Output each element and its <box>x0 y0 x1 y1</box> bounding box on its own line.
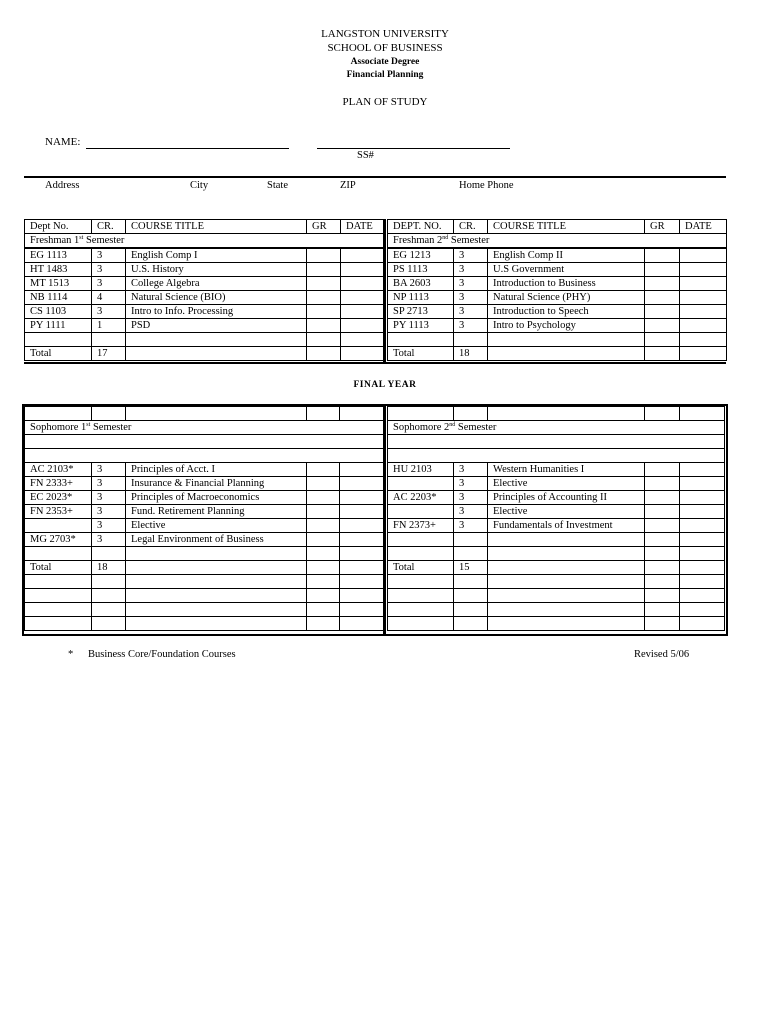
table-row <box>388 519 725 533</box>
grade-cell[interactable] <box>307 291 341 305</box>
table-row <box>388 263 727 277</box>
date-cell[interactable] <box>680 505 725 519</box>
dept-cell: HT 1483 <box>25 263 92 277</box>
table-row <box>25 491 384 505</box>
date-cell[interactable] <box>680 319 727 333</box>
credit-cell: 3 <box>92 533 126 547</box>
credit-cell: 3 <box>454 491 488 505</box>
grade-cell[interactable] <box>307 463 340 477</box>
grade-cell[interactable] <box>645 477 680 491</box>
course-title-cell: Fundamentals of Investment <box>488 519 645 533</box>
dept-header: DEPT. NO. <box>388 220 454 234</box>
credit-cell: 3 <box>92 277 126 291</box>
sophomore-first-semester-table <box>24 406 384 631</box>
semester-heading: Freshman 2nd Semester <box>388 234 727 249</box>
semester-heading: Sophomore 2nd Semester <box>388 421 725 435</box>
date-cell[interactable] <box>680 533 725 547</box>
date-cell[interactable] <box>680 491 725 505</box>
dept-cell <box>388 477 454 491</box>
course-title-cell: Introduction to Speech <box>488 305 645 319</box>
course-title-cell: Fund. Retirement Planning <box>126 505 307 519</box>
grade-cell[interactable] <box>645 491 680 505</box>
course-title-cell: Insurance & Financial Planning <box>126 477 307 491</box>
table-row <box>25 533 384 547</box>
dept-cell: HU 2103 <box>388 463 454 477</box>
final-year-divider <box>383 404 386 634</box>
credit-cell: 3 <box>454 248 488 263</box>
home-phone-label: Home Phone <box>459 180 514 191</box>
date-cell[interactable] <box>341 305 385 319</box>
dept-cell <box>388 505 454 519</box>
dept-cell: AC 2103* <box>25 463 92 477</box>
course-title-cell: U.S. History <box>126 263 307 277</box>
grade-cell[interactable] <box>307 263 341 277</box>
grade-cell[interactable] <box>645 505 680 519</box>
dept-cell: FN 2333+ <box>25 477 92 491</box>
freshman-first-semester-table <box>24 219 385 361</box>
course-title-header: COURSE TITLE <box>126 220 307 234</box>
dept-header: Dept No. <box>25 220 92 234</box>
program-name: Financial Planning <box>346 70 424 80</box>
cr-header: CR. <box>92 220 126 234</box>
date-cell[interactable] <box>680 463 725 477</box>
table-row <box>388 533 725 547</box>
grade-cell[interactable] <box>645 463 680 477</box>
revised-date: Revised 5/06 <box>634 649 690 660</box>
course-title-cell: Natural Science (PHY) <box>488 291 645 305</box>
total-credits: 18 <box>92 561 126 575</box>
table-row <box>25 319 385 333</box>
date-cell[interactable] <box>340 533 384 547</box>
course-title-cell: PSD <box>126 319 307 333</box>
date-cell[interactable] <box>341 277 385 291</box>
grade-cell[interactable] <box>307 505 340 519</box>
course-title-cell: Elective <box>126 519 307 533</box>
gr-header: GR <box>307 220 341 234</box>
date-header: DATE <box>341 220 385 234</box>
dept-cell: AC 2203* <box>388 491 454 505</box>
grade-cell[interactable] <box>645 533 680 547</box>
degree-type: Associate Degree <box>350 57 420 67</box>
table-row <box>25 263 385 277</box>
total-label: Total <box>388 347 454 361</box>
table-row <box>388 291 727 305</box>
date-cell[interactable] <box>341 291 385 305</box>
grade-cell[interactable] <box>307 319 341 333</box>
date-cell[interactable] <box>340 491 384 505</box>
credit-cell: 3 <box>92 519 126 533</box>
date-cell[interactable] <box>680 263 727 277</box>
table-row <box>25 463 384 477</box>
course-title-header: COURSE TITLE <box>488 220 645 234</box>
grade-cell[interactable] <box>645 277 680 291</box>
course-rows <box>388 248 727 361</box>
grade-cell[interactable] <box>645 519 680 533</box>
grade-cell[interactable] <box>307 477 340 491</box>
table-row <box>25 291 385 305</box>
address-label: Address <box>45 180 80 191</box>
credit-cell: 3 <box>454 277 488 291</box>
zip-label: ZIP <box>340 180 356 191</box>
course-rows <box>25 463 384 631</box>
date-cell[interactable] <box>340 477 384 491</box>
date-cell[interactable] <box>680 277 727 291</box>
course-title-cell: Elective <box>488 505 645 519</box>
course-title-cell <box>488 533 645 547</box>
table-row <box>25 305 385 319</box>
gr-header: GR <box>645 220 680 234</box>
course-title-cell: Intro to Psychology <box>488 319 645 333</box>
table-row <box>25 477 384 491</box>
table-row <box>388 477 725 491</box>
credit-cell: 3 <box>92 491 126 505</box>
plan-title: PLAN OF STUDY <box>342 96 428 108</box>
credit-cell: 3 <box>454 263 488 277</box>
dept-cell: EG 1213 <box>388 248 454 263</box>
course-title-cell: English Comp II <box>488 248 645 263</box>
table-row <box>388 491 725 505</box>
date-cell[interactable] <box>341 319 385 333</box>
date-cell[interactable] <box>680 248 727 263</box>
credit-cell <box>454 533 488 547</box>
credit-cell: 3 <box>92 505 126 519</box>
total-row <box>25 561 384 575</box>
total-credits: 17 <box>92 347 126 361</box>
dept-cell: EG 1113 <box>25 248 92 263</box>
grade-cell[interactable] <box>645 319 680 333</box>
course-title-cell: Principles of Acct. I <box>126 463 307 477</box>
semester-heading: Sophomore 1st Semester <box>25 421 384 435</box>
cr-header: CR. <box>454 220 488 234</box>
dept-cell: FN 2353+ <box>25 505 92 519</box>
date-cell[interactable] <box>340 519 384 533</box>
course-rows <box>388 463 725 631</box>
footnote-text: Business Core/Foundation Courses <box>88 649 236 660</box>
dept-cell: MT 1513 <box>25 277 92 291</box>
table-row <box>25 248 385 263</box>
total-label: Total <box>388 561 454 575</box>
date-header: DATE <box>680 220 727 234</box>
credit-cell: 3 <box>92 477 126 491</box>
footnote-asterisk: * <box>68 649 74 660</box>
name-field[interactable] <box>86 148 289 149</box>
credit-cell: 3 <box>454 463 488 477</box>
freshman-second-semester-table <box>387 219 727 361</box>
dept-cell: PY 1113 <box>388 319 454 333</box>
dept-cell: FN 2373+ <box>388 519 454 533</box>
course-title-cell: Western Humanities I <box>488 463 645 477</box>
date-cell[interactable] <box>680 291 727 305</box>
school-name: SCHOOL OF BUSINESS <box>327 42 443 54</box>
credit-cell: 1 <box>92 319 126 333</box>
sophomore-second-semester-table <box>387 406 725 631</box>
credit-cell: 3 <box>454 291 488 305</box>
dept-cell: NB 1114 <box>25 291 92 305</box>
credit-cell: 3 <box>92 248 126 263</box>
credit-cell: 3 <box>454 319 488 333</box>
table-row <box>25 519 384 533</box>
dept-cell: SP 2713 <box>388 305 454 319</box>
table-row <box>388 277 727 291</box>
credit-cell: 3 <box>92 463 126 477</box>
grade-cell[interactable] <box>307 519 340 533</box>
dept-cell: NP 1113 <box>388 291 454 305</box>
ss-label: SS# <box>357 150 374 161</box>
dept-cell <box>25 519 92 533</box>
course-title-cell: Introduction to Business <box>488 277 645 291</box>
table-row <box>388 248 727 263</box>
course-title-cell: Elective <box>488 477 645 491</box>
course-title-cell: U.S Government <box>488 263 645 277</box>
dept-cell <box>388 533 454 547</box>
final-year-label: FINAL YEAR <box>353 380 417 390</box>
semester-heading: Freshman 1st Semester <box>25 234 385 249</box>
date-cell[interactable] <box>340 505 384 519</box>
grade-cell[interactable] <box>645 263 680 277</box>
table-row <box>388 305 727 319</box>
grade-cell[interactable] <box>307 533 340 547</box>
credit-cell: 3 <box>454 519 488 533</box>
credit-cell: 3 <box>454 305 488 319</box>
course-rows <box>25 248 385 361</box>
university-name: LANGSTON UNIVERSITY <box>321 28 449 40</box>
state-label: State <box>267 180 288 191</box>
table-row <box>388 463 725 477</box>
total-credits: 18 <box>454 347 488 361</box>
grade-cell[interactable] <box>645 291 680 305</box>
course-title-cell: Principles of Accounting II <box>488 491 645 505</box>
date-cell[interactable] <box>341 263 385 277</box>
total-label: Total <box>25 561 92 575</box>
date-cell[interactable] <box>341 248 385 263</box>
course-title-cell: English Comp I <box>126 248 307 263</box>
dept-cell: MG 2703* <box>25 533 92 547</box>
course-title-cell: Principles of Macroeconomics <box>126 491 307 505</box>
total-row <box>25 347 385 361</box>
credit-cell: 4 <box>92 291 126 305</box>
table-row <box>25 277 385 291</box>
grade-cell[interactable] <box>307 248 341 263</box>
course-title-cell: College Algebra <box>126 277 307 291</box>
grade-cell[interactable] <box>307 491 340 505</box>
grade-cell[interactable] <box>645 305 680 319</box>
dept-cell: CS 1103 <box>25 305 92 319</box>
city-label: City <box>190 180 209 191</box>
name-label: NAME: <box>45 136 81 148</box>
grade-cell[interactable] <box>307 305 341 319</box>
ss-field[interactable] <box>317 148 510 149</box>
freshman-divider <box>383 219 386 363</box>
dept-cell: PY 1111 <box>25 319 92 333</box>
grade-cell[interactable] <box>645 248 680 263</box>
date-cell[interactable] <box>340 463 384 477</box>
course-title-cell: Natural Science (BIO) <box>126 291 307 305</box>
dept-cell: PS 1113 <box>388 263 454 277</box>
table-row <box>388 319 727 333</box>
table-row <box>25 505 384 519</box>
freshman-bottom-rule <box>24 362 726 364</box>
grade-cell[interactable] <box>307 277 341 291</box>
credit-cell: 3 <box>92 305 126 319</box>
date-cell[interactable] <box>680 305 727 319</box>
course-title-cell: Intro to Info. Processing <box>126 305 307 319</box>
total-label: Total <box>25 347 92 361</box>
date-cell[interactable] <box>680 477 725 491</box>
address-top-rule <box>24 176 726 178</box>
course-title-cell: Legal Environment of Business <box>126 533 307 547</box>
dept-cell: BA 2603 <box>388 277 454 291</box>
total-row <box>388 347 727 361</box>
credit-cell: 3 <box>92 263 126 277</box>
table-row <box>388 505 725 519</box>
date-cell[interactable] <box>680 519 725 533</box>
dept-cell: EC 2023* <box>25 491 92 505</box>
total-credits: 15 <box>454 561 488 575</box>
credit-cell: 3 <box>454 505 488 519</box>
total-row <box>388 561 725 575</box>
credit-cell: 3 <box>454 477 488 491</box>
